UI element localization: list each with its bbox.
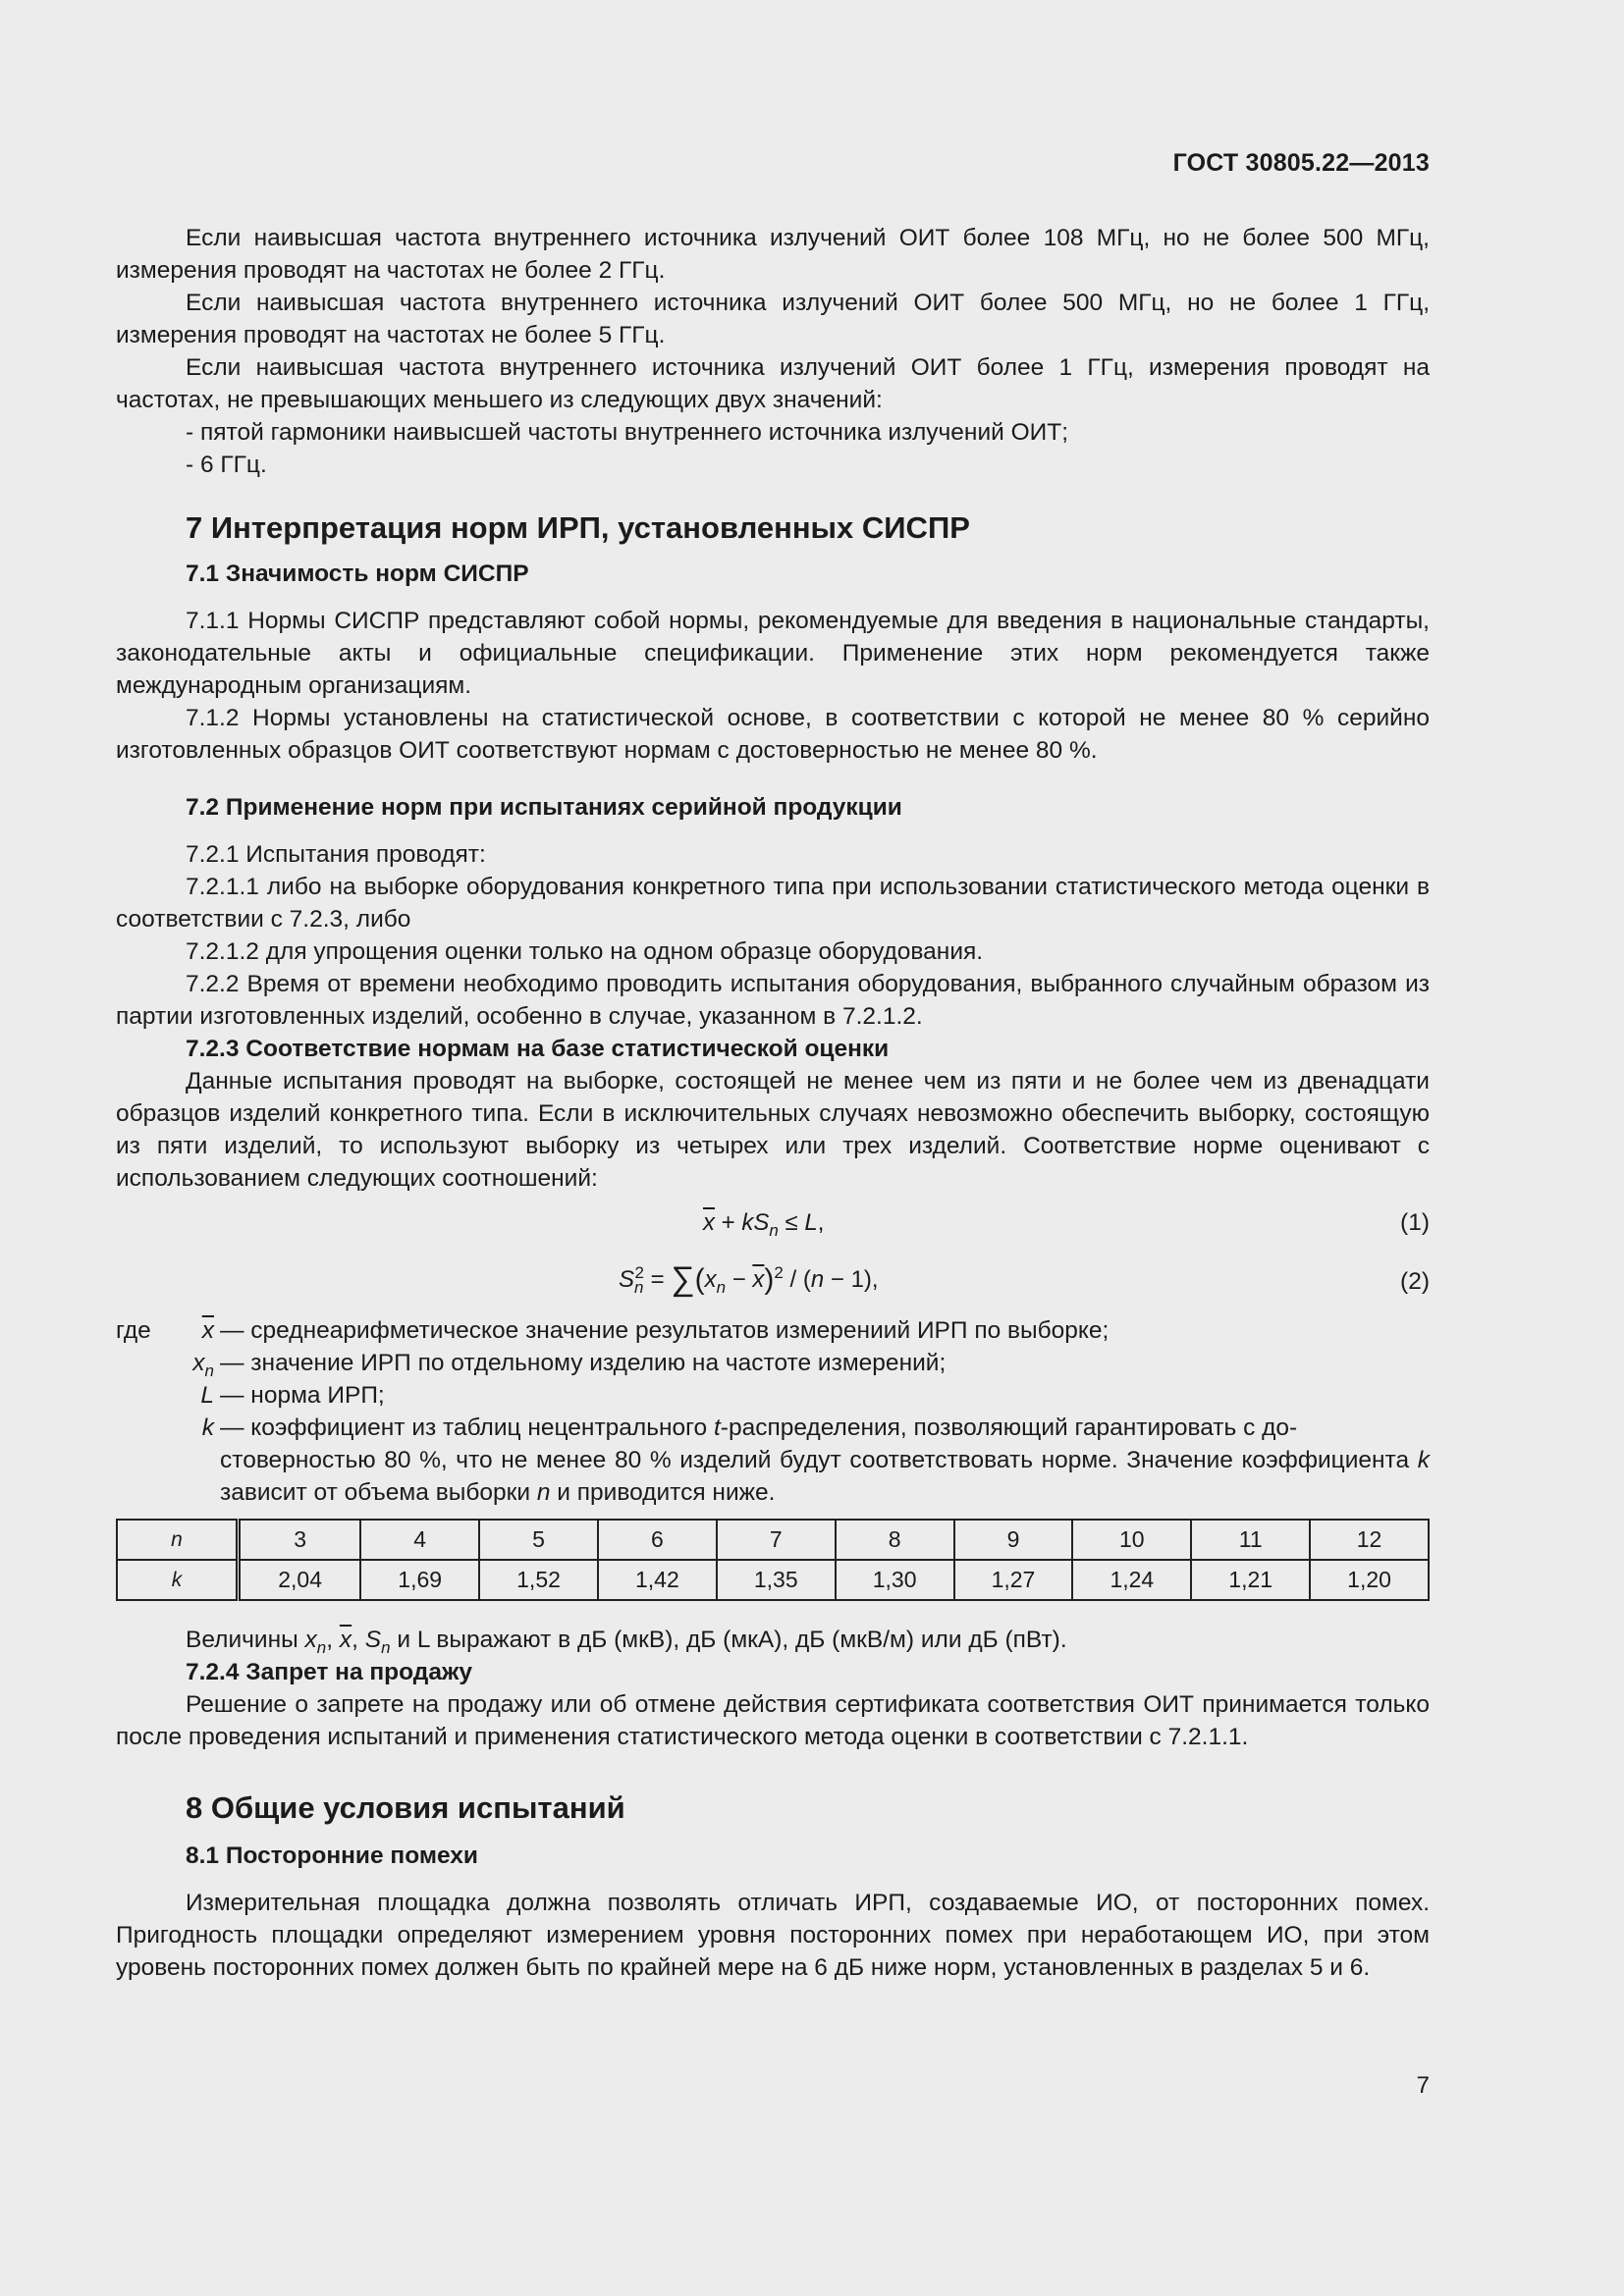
table-cell: 1,35 bbox=[717, 1560, 836, 1600]
table-cell: 2,04 bbox=[239, 1560, 361, 1600]
table-cell: 9 bbox=[954, 1520, 1073, 1560]
table-cell: 7 bbox=[717, 1520, 836, 1560]
legend-row-L: L — норма ИРП; bbox=[200, 1382, 385, 1409]
table-cell: 1,20 bbox=[1310, 1560, 1429, 1600]
formula-1-number: (1) bbox=[1400, 1209, 1430, 1236]
formula-2-expression: $S_n^2 = \sum(x_n - \overline{x})^2 / (n - 1)$, bbox=[619, 1260, 879, 1298]
formula-legend bbox=[116, 1314, 1430, 1509]
page-number: 7 bbox=[1416, 2072, 1430, 2099]
k-coefficient-table bbox=[116, 1519, 1430, 1601]
table-cell: 3 bbox=[239, 1520, 361, 1560]
formula-1 bbox=[116, 1195, 1430, 1248]
table-cell: 1,69 bbox=[360, 1560, 479, 1600]
paragraph-7-2-1-2: 7.2.1.2 для упрощения оценки только на одном образце оборудования. bbox=[186, 938, 984, 965]
section-7-heading: 7 Интерпретация норм ИРП, установленных СИСПР bbox=[186, 510, 970, 545]
table-cell: 1,24 bbox=[1072, 1560, 1191, 1600]
paragraph-7-1-2: 7.1.2 Нормы установлены на статистической основе, в соответствии с которой не менее 80 % серийно изготовленных образцов ОИТ соответствуют нормам с достоверностью не менее 80 %. bbox=[116, 705, 1430, 764]
paragraph-8-1: Измерительная площадка должна позволять отличать ИРП, создаваемые ИО, от посторонних помех. Пригодность площадки определяют измерением уровня посторонних помех при неработающем ИО, при этом уровень посторонних помех должен быть по крайней мере на 6 дБ ниже норм, установленных в разделах 5 и 6. bbox=[116, 1890, 1430, 1981]
paragraph-7-2-2: 7.2.2 Время от времени необходимо проводить испытания оборудования, выбранного случайным образом из партии изготовленных изделий, особенно в случае, указанном в 7.2.1.2. bbox=[116, 971, 1430, 1030]
formula-1-expression: $\overline{x} + kS_n \le L$, bbox=[703, 1209, 825, 1240]
page-content bbox=[116, 222, 1430, 1984]
table-cell: 11 bbox=[1191, 1520, 1310, 1560]
paragraph: Если наивысшая частота внутреннего источника излучений ОИТ более 1 ГГц, измерения проводят на частотах, не превышающих меньшего из следующих двух значений: bbox=[116, 354, 1430, 413]
legend-row-xn: $x_n$ — значение ИРП по отдельному изделию на частоте измерений; bbox=[192, 1350, 947, 1380]
formula-2-number: (2) bbox=[1400, 1268, 1430, 1295]
list-item: - 6 ГГц. bbox=[186, 452, 267, 478]
paragraph-7-2-1: 7.2.1 Испытания проводят: bbox=[186, 841, 486, 868]
table-cell: 12 bbox=[1310, 1520, 1429, 1560]
table-cell: 1,42 bbox=[598, 1560, 717, 1600]
table-row-k bbox=[117, 1560, 1429, 1600]
table-cell: 6 bbox=[598, 1520, 717, 1560]
table-cell: 4 bbox=[360, 1520, 479, 1560]
paragraph: Если наивысшая частота внутреннего источника излучений ОИТ более 108 МГц, но не более 500 МГц, измерения проводят на частотах не более 2 ГГц. bbox=[116, 225, 1430, 284]
table-cell: 1,27 bbox=[954, 1560, 1073, 1600]
table-cell: 8 bbox=[836, 1520, 954, 1560]
subsection-7-2-heading: 7.2 Применение норм при испытаниях серийной продукции bbox=[186, 794, 902, 821]
table-row-n bbox=[117, 1520, 1429, 1560]
legend-row-k-continued: стоверностью 80 %, что не менее 80 % изделий будут соответствовать норме. Значение коэффициента k зависит от объема выборки n и приводится ниже. bbox=[220, 1447, 1430, 1506]
table-cell: 10 bbox=[1072, 1520, 1191, 1560]
paragraph-7-1-1: 7.1.1 Нормы СИСПР представляют собой нормы, рекомендуемые для введения в национальные стандарты, законодательные акты и официальные спецификации. Применение этих норм рекомендуется также международным организациям. bbox=[116, 608, 1430, 699]
table-cell: 5 bbox=[479, 1520, 598, 1560]
section-8-heading: 8 Общие условия испытаний bbox=[186, 1790, 625, 1825]
paragraph-7-2-4: Решение о запрете на продажу или об отмене действия сертификата соответствия ОИТ принимается только после проведения испытаний и применения статистического метода оценки в соответствии с 7.2.1.1. bbox=[116, 1691, 1430, 1750]
subsection-7-2-3-heading: 7.2.3 Соответствие нормам на базе статистической оценки bbox=[186, 1036, 890, 1062]
paragraph: Если наивысшая частота внутреннего источника излучений ОИТ более 500 МГц, но не более 1 ГГц, измерения проводят на частотах не более 5 ГГц. bbox=[116, 290, 1430, 348]
paragraph-7-2-3: Данные испытания проводят на выборке, состоящей не менее чем из пяти и не более чем из двенадцати образцов изделий конкретного типа. Если в исключительных случаях невозможно обеспечить выборку, состоящую из пяти изделий, то используют выборку из четырех или трех изделий. Соответствие норме оценивают с использованием следующих соотношений: bbox=[116, 1068, 1430, 1192]
subsection-7-1-heading: 7.1 Значимость норм СИСПР bbox=[186, 561, 529, 587]
paragraph-7-2-1-1: 7.2.1.1 либо на выборке оборудования конкретного типа при использовании статистического метода оценки в соответствии с 7.2.3, либо bbox=[116, 874, 1430, 933]
row-label-n: n bbox=[117, 1520, 239, 1560]
table-cell: 1,21 bbox=[1191, 1560, 1310, 1600]
legend-row-k: k — коэффициент из таблиц нецентрального t-распределения, позволяющий гарантировать с до- bbox=[201, 1415, 1298, 1441]
subsection-8-1-heading: 8.1 Посторонние помехи bbox=[186, 1842, 478, 1869]
subsection-7-2-4-heading: 7.2.4 Запрет на продажу bbox=[186, 1659, 472, 1685]
list-item: - пятой гармоники наивысшей частоты внутреннего источника излучений ОИТ; bbox=[186, 419, 1069, 446]
legend-row-x: где $\overline{x}$ — среднеарифметическое значение результатов измерениий ИРП по выборке; bbox=[116, 1314, 1430, 1347]
legend-where: где bbox=[116, 1317, 151, 1344]
row-label-k: k bbox=[117, 1560, 239, 1600]
table-cell: 1,52 bbox=[479, 1560, 598, 1600]
document-id: ГОСТ 30805.22—2013 bbox=[1172, 149, 1430, 177]
formula-2 bbox=[116, 1248, 1430, 1310]
table-cell: 1,30 bbox=[836, 1560, 954, 1600]
units-note: Величины $x_n$, $\overline{x}$, $S_n$ и L выражают в дБ (мкВ), дБ (мкА), дБ (мкВ/м) или дБ (пВт). bbox=[186, 1627, 1067, 1657]
